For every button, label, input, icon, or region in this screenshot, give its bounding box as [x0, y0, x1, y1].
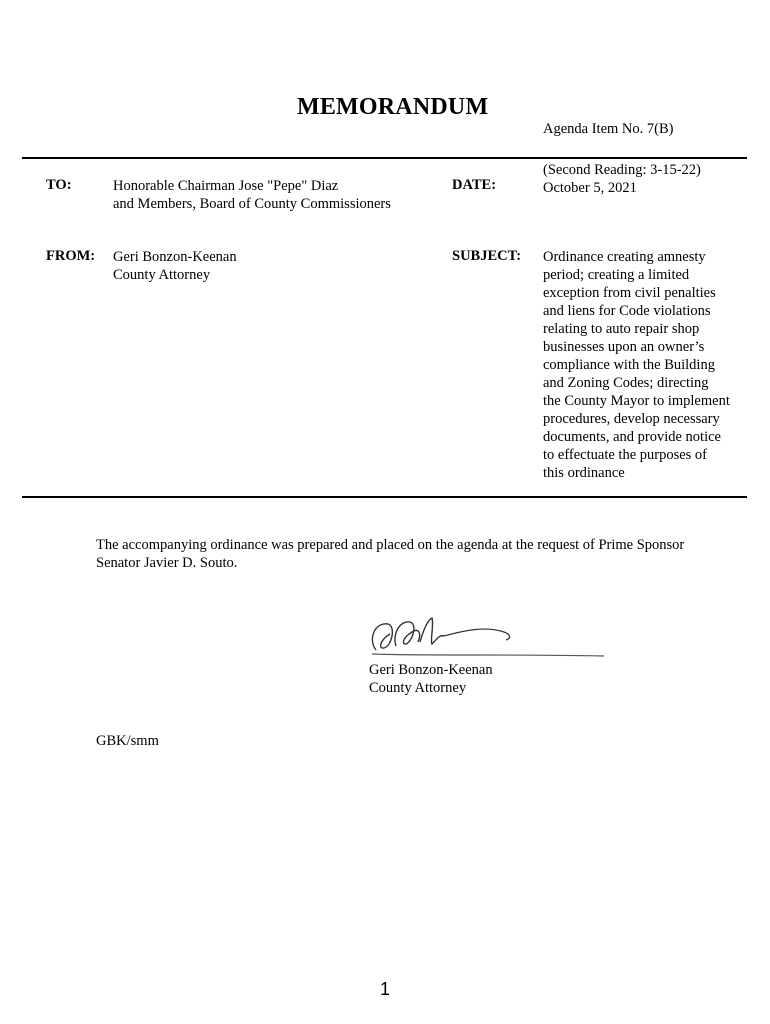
signatory-name: Geri Bonzon-Keenan	[369, 662, 493, 678]
agenda-item-number: Agenda Item No. 7(B)	[543, 121, 674, 137]
date-value	[543, 161, 743, 197]
subject-line: documents, and provide notice	[543, 429, 721, 445]
page-number: 1	[379, 979, 390, 999]
subject-line: relating to auto repair shop	[543, 321, 700, 337]
body-line: The accompanying ordinance was prepared and placed on the agenda at the request of Prime Sponsor	[96, 537, 685, 553]
subject-line: to effectuate the purposes of	[543, 447, 708, 463]
subject-line: and liens for Code violations	[543, 303, 711, 319]
subject-line: and Zoning Codes; directing	[543, 375, 709, 391]
subject-line: period; creating a limited	[543, 267, 690, 283]
body-line: Senator Javier D. Souto.	[96, 555, 238, 571]
to-line: and Members, Board of County Commissioners	[113, 196, 391, 212]
subject-line: procedures, develop necessary	[543, 411, 720, 427]
signatory-title: County Attorney	[369, 680, 467, 696]
from-line: County Attorney	[113, 267, 211, 283]
to-label: TO:	[46, 177, 72, 193]
to-line: Honorable Chairman Jose "Pepe" Diaz	[113, 178, 339, 194]
subject-line: compliance with the Building	[543, 357, 715, 373]
from-label: FROM:	[46, 248, 96, 264]
memo-title: MEMORANDUM	[297, 94, 489, 120]
date-label: DATE:	[452, 177, 497, 193]
body-paragraph	[96, 536, 716, 572]
subject-label: SUBJECT:	[452, 248, 522, 264]
from-line: Geri Bonzon-Keenan	[113, 249, 237, 265]
signature-block	[369, 661, 493, 697]
date-line: (Second Reading: 3-15-22)	[543, 162, 701, 178]
subject-line: the County Mayor to implement	[543, 393, 730, 409]
from-sender	[113, 248, 433, 284]
handwritten-signature	[366, 612, 611, 664]
to-recipients	[113, 177, 433, 213]
date-line: October 5, 2021	[543, 180, 637, 196]
bottom-divider	[22, 496, 747, 498]
subject-line: Ordinance creating amnesty	[543, 249, 706, 265]
subject-line: businesses upon an owner’s	[543, 339, 705, 355]
subject-line: exception from civil penalties	[543, 285, 716, 301]
top-divider	[22, 157, 747, 159]
typist-initials: GBK/smm	[96, 733, 159, 749]
subject-text	[543, 248, 748, 482]
subject-line: this ordinance	[543, 465, 625, 481]
